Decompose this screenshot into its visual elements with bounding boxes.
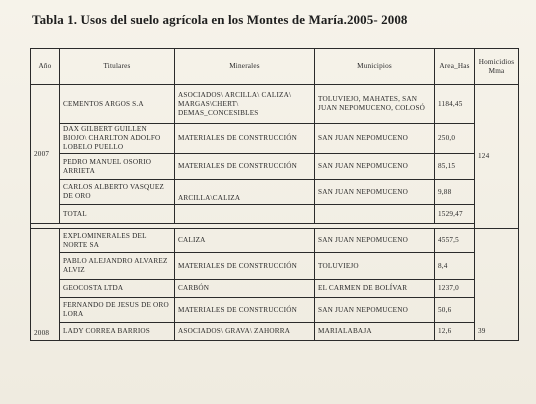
header-row [31, 49, 519, 85]
municipality-cell: SAN JUAN NEPOMUCENO [315, 298, 435, 323]
total-label: TOTAL [60, 205, 175, 224]
municipality-cell: MARIALABAJA [315, 323, 435, 341]
land-use-table [30, 48, 519, 341]
holder-cell: LADY CORREA BARRIOS [60, 323, 175, 341]
minerals-cell: ARCILLA\CALIZA [175, 180, 315, 205]
holder-cell: CEMENTOS ARGOS S.A [60, 85, 175, 124]
municipality-cell: SAN JUAN NEPOMUCENO [315, 180, 435, 205]
table-row [31, 280, 519, 298]
table-row [31, 124, 519, 154]
minerals-cell: MATERIALES DE CONSTRUCCIÓN [175, 298, 315, 323]
header-municipalities: Municipios [315, 49, 435, 85]
minerals-cell: CALIZA [175, 229, 315, 253]
holder-cell: EXPLOMINERALES DEL NORTE SA [60, 229, 175, 253]
homicides-cell: 124 [475, 85, 519, 229]
table-row [31, 180, 519, 205]
total-area: 1529,47 [435, 205, 475, 224]
municipality-cell: SAN JUAN NEPOMUCENO [315, 124, 435, 154]
area-cell: 8,4 [435, 253, 475, 280]
minerals-cell: ASOCIADOS\ GRAVA\ ZAHORRA [175, 323, 315, 341]
area-cell: 50,6 [435, 298, 475, 323]
municipality-cell: TOLUVIEJO, MAHATES, SAN JUAN NEPOMUCENO, COLOSÓ [315, 85, 435, 124]
total-row [31, 205, 519, 224]
table-row [31, 298, 519, 323]
holder-cell: PEDRO MANUEL OSORIO ARRIETA [60, 154, 175, 180]
area-cell: 4557,5 [435, 229, 475, 253]
area-cell: 85,15 [435, 154, 475, 180]
holder-cell: FERNANDO DE JESUS DE ORO LORA [60, 298, 175, 323]
area-cell: 1184,45 [435, 85, 475, 124]
holder-cell: CARLOS ALBERTO VASQUEZ DE ORO [60, 180, 175, 205]
header-minerals: Minerales [175, 49, 315, 85]
minerals-cell: MATERIALES DE CONSTRUCCIÓN [175, 124, 315, 154]
municipality-cell: SAN JUAN NEPOMUCENO [315, 229, 435, 253]
header-holders: Titulares [60, 49, 175, 85]
total-minerals-empty [175, 205, 315, 224]
header-homicides: Homicidios Mma [475, 49, 519, 85]
table-row [31, 154, 519, 180]
year-cell: 2008 [31, 229, 60, 341]
minerals-cell: ASOCIADOS\ ARCILLA\ CALIZA\ MARGAS\CHERT\ DEMAS_CONCESIBLES [175, 85, 315, 124]
total-municipality-empty [315, 205, 435, 224]
table-title: Tabla 1. Usos del suelo agrícola en los Montes de María.2005- 2008 [32, 12, 408, 27]
holder-cell: PABLO ALEJANDRO ALVAREZ ALVIZ [60, 253, 175, 280]
minerals-cell: MATERIALES DE CONSTRUCCIÓN [175, 253, 315, 280]
holder-cell: GEOCOSTA LTDA [60, 280, 175, 298]
table-row [31, 323, 519, 341]
municipality-cell: SAN JUAN NEPOMUCENO [315, 154, 435, 180]
area-cell: 1237,0 [435, 280, 475, 298]
minerals-cell: MATERIALES DE CONSTRUCCIÓN [175, 154, 315, 180]
table-row [31, 253, 519, 280]
homicides-cell: 39 [475, 229, 519, 341]
municipality-cell: EL CARMEN DE BOLÍVAR [315, 280, 435, 298]
area-cell: 12,6 [435, 323, 475, 341]
municipality-cell: TOLUVIEJO [315, 253, 435, 280]
area-cell: 9,88 [435, 180, 475, 205]
table-row [31, 85, 519, 124]
area-cell: 250,0 [435, 124, 475, 154]
year-cell: 2007 [31, 85, 60, 224]
table-row [31, 229, 519, 253]
holder-cell: DAX GILBERT GUILLEN BIOJO\ CHARLTON ADOLFO LOBELO PUELLO [60, 124, 175, 154]
header-year: Año [31, 49, 60, 85]
minerals-cell: CARBÓN [175, 280, 315, 298]
header-area: Area_Has [435, 49, 475, 85]
